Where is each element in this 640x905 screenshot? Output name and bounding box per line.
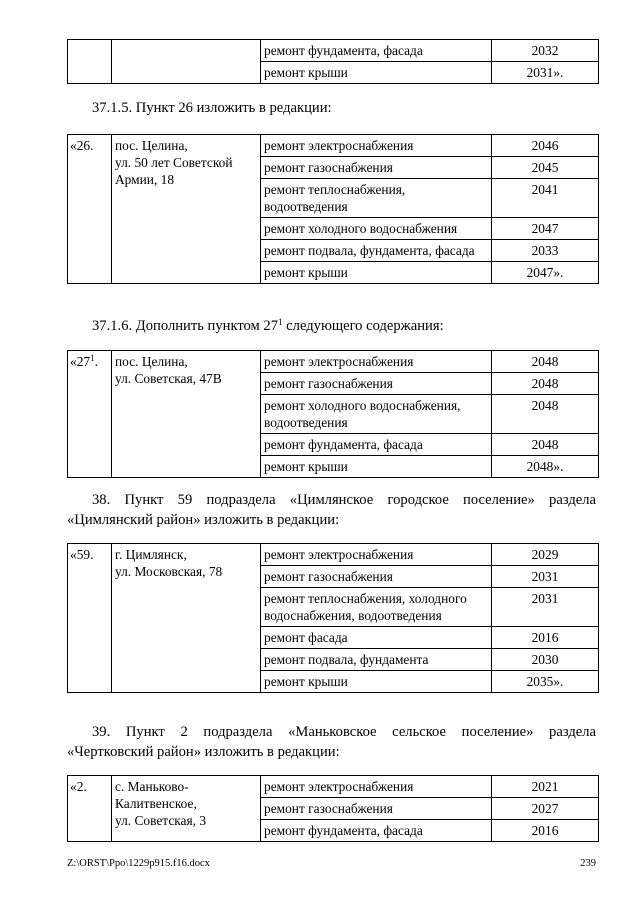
- year-cell: 2048».: [492, 456, 599, 478]
- work-cell: ремонт электроснабжения: [261, 776, 492, 798]
- year-cell: 2048: [492, 434, 599, 456]
- work-cell: ремонт фундамента, фасада: [261, 40, 492, 62]
- work-cell: ремонт теплоснабжения, холодного водоснабжения, водоотведения: [261, 588, 492, 627]
- year-cell: 2029: [492, 544, 599, 566]
- year-cell: 2016: [492, 627, 599, 649]
- table-row: [68, 351, 599, 373]
- year-cell: 2048: [492, 395, 599, 434]
- year-cell: 2041: [492, 179, 599, 218]
- work-cell: ремонт фундамента, фасада: [261, 434, 492, 456]
- table-row: [68, 544, 599, 566]
- year-cell: 2032: [492, 40, 599, 62]
- work-cell: ремонт электроснабжения: [261, 544, 492, 566]
- number-cell: [68, 40, 112, 84]
- address-cell: г. Цимлянск, ул. Московская, 78: [112, 544, 261, 693]
- year-cell: 2047».: [492, 262, 599, 284]
- year-cell: 2045: [492, 157, 599, 179]
- year-cell: 2047: [492, 218, 599, 240]
- paragraph-37-1-5: 37.1.5. Пункт 26 изложить в редакции:: [92, 100, 332, 116]
- work-cell: ремонт теплоснабжения, водоотведения: [261, 179, 492, 218]
- address-cell: пос. Целина, ул. Советская, 47В: [112, 351, 261, 478]
- table-item-27-1: [67, 350, 599, 478]
- table-row: [68, 40, 599, 62]
- footer-page-number: 239: [580, 858, 596, 869]
- table-continuation: [67, 39, 599, 84]
- work-cell: ремонт крыши: [261, 671, 492, 693]
- work-cell: ремонт электроснабжения: [261, 351, 492, 373]
- number-cell: «26.: [68, 135, 112, 284]
- year-cell: 2033: [492, 240, 599, 262]
- work-cell: ремонт газоснабжения: [261, 373, 492, 395]
- work-cell: ремонт подвала, фундамента: [261, 649, 492, 671]
- paragraph-39: 39. Пункт 2 подраздела «Маньковское сельское поселение» раздела «Чертковский район» изложить в редакции:: [67, 724, 596, 760]
- work-cell: ремонт холодного водоснабжения, водоотведения: [261, 395, 492, 434]
- work-cell: ремонт крыши: [261, 62, 492, 84]
- table-item-26: [67, 134, 599, 284]
- work-cell: ремонт газоснабжения: [261, 157, 492, 179]
- table-item-59: [67, 543, 599, 693]
- work-cell: ремонт электроснабжения: [261, 135, 492, 157]
- number-cell: «$27^1$.: [68, 351, 112, 478]
- work-cell: ремонт газоснабжения: [261, 566, 492, 588]
- year-cell: 2048: [492, 351, 599, 373]
- work-cell: ремонт подвала, фундамента, фасада: [261, 240, 492, 262]
- work-cell: ремонт газоснабжения: [261, 798, 492, 820]
- work-cell: ремонт крыши: [261, 456, 492, 478]
- address-cell: с. Маньково-Калитвенское, ул. Советская, 3: [112, 776, 261, 842]
- year-cell: 2027: [492, 798, 599, 820]
- year-cell: 2031».: [492, 62, 599, 84]
- table-item-2: [67, 775, 599, 842]
- paragraph-38: 38. Пункт 59 подраздела «Цимлянское городское поселение» раздела «Цимлянский район» изложить в редакции:: [67, 492, 596, 528]
- work-cell: ремонт крыши: [261, 262, 492, 284]
- table-row: [68, 135, 599, 157]
- year-cell: 2021: [492, 776, 599, 798]
- work-cell: ремонт холодного водоснабжения: [261, 218, 492, 240]
- address-cell: [112, 40, 261, 84]
- number-cell: «2.: [68, 776, 112, 842]
- paragraph-37-1-6: 37.1.6. Дополнить пунктом $27^1$ следующего содержания:: [92, 317, 444, 334]
- year-cell: 2031: [492, 588, 599, 627]
- year-cell: 2030: [492, 649, 599, 671]
- footer-file-path: Z:\ORST\Ppo\1229p915.f16.docx: [67, 858, 210, 869]
- year-cell: 2016: [492, 820, 599, 842]
- number-cell: «59.: [68, 544, 112, 693]
- year-cell: 2046: [492, 135, 599, 157]
- table-row: [68, 776, 599, 798]
- year-cell: 2035».: [492, 671, 599, 693]
- work-cell: ремонт фундамента, фасада: [261, 820, 492, 842]
- work-cell: ремонт фасада: [261, 627, 492, 649]
- year-cell: 2031: [492, 566, 599, 588]
- year-cell: 2048: [492, 373, 599, 395]
- address-cell: пос. Целина, ул. 50 лет Советской Армии, 18: [112, 135, 261, 284]
